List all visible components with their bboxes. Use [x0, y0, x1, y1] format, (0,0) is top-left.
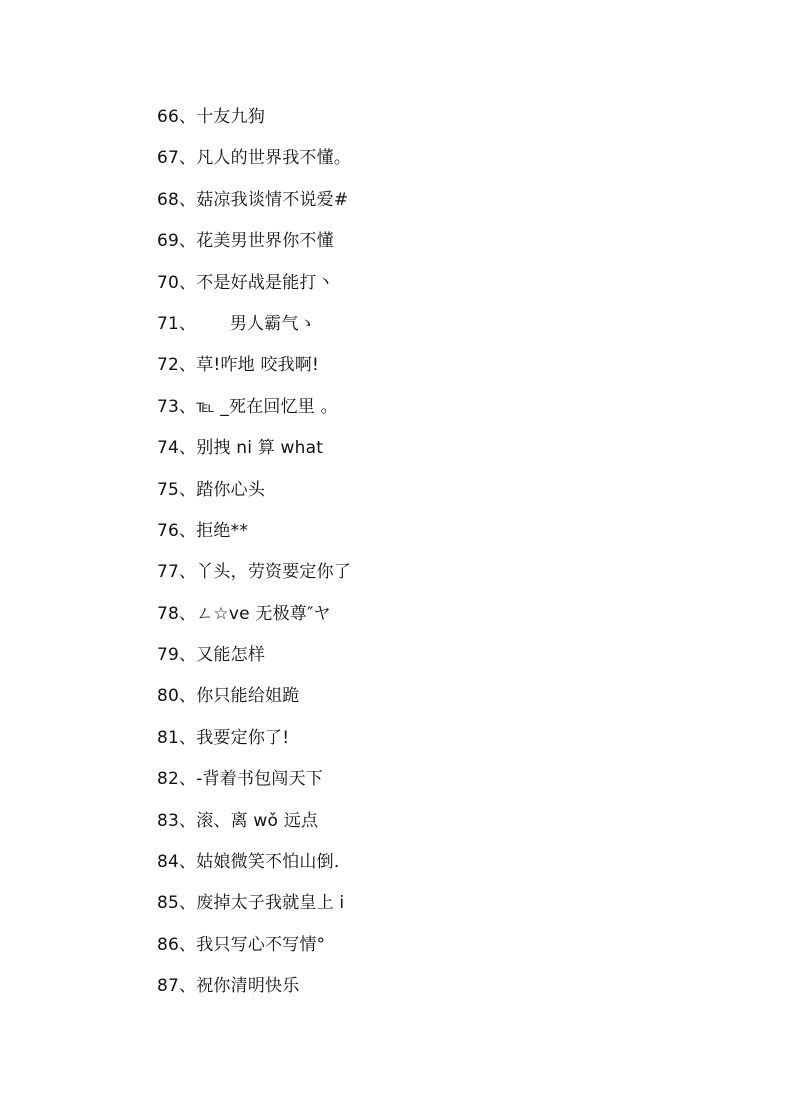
list-item: 72、草!咋地 咬我啊!	[157, 355, 320, 376]
list-item: 83、滚、离 wǒ 远点	[157, 810, 319, 831]
list-item: 78、ㄥ☆ve 无极尊″ヤ	[157, 603, 331, 624]
list-item: 80、你只能给姐跪	[157, 686, 300, 707]
list-item: 69、花美男世界你不懂	[157, 231, 334, 252]
nickname-list	[157, 104, 351, 1015]
list-item: 86、我只写心不写情°	[157, 934, 326, 955]
list-item: 71、 男人霸气ゝ	[157, 313, 316, 334]
list-item: 66、十友九狗	[157, 107, 266, 127]
list-item: 67、凡人的世界我不懂。	[157, 148, 352, 169]
list-item: 79、又能怎样	[157, 645, 266, 666]
list-item: 74、别拽 ni 算 what	[157, 438, 324, 459]
list-item: 87、祝你清明快乐	[157, 976, 300, 997]
list-item: 68、菇凉我谈情不说爱#	[157, 189, 349, 210]
list-item: 75、踏你心头	[157, 479, 266, 500]
list-item: 85、废掉太子我就皇上 i	[157, 893, 345, 914]
list-item: 81、我要定你了!	[157, 727, 290, 748]
list-item: 82、-背着书包闯天下	[157, 769, 323, 790]
list-item: 84、姑娘微笑不怕山倒.	[157, 852, 340, 873]
list-item: 77、丫头，劳资要定你了	[157, 562, 352, 583]
list-item: 73、℡ _死在回忆里 。	[157, 396, 338, 417]
list-item: 76、拒绝**	[157, 520, 249, 541]
list-item: 70、不是好战是能打丶	[157, 272, 334, 293]
